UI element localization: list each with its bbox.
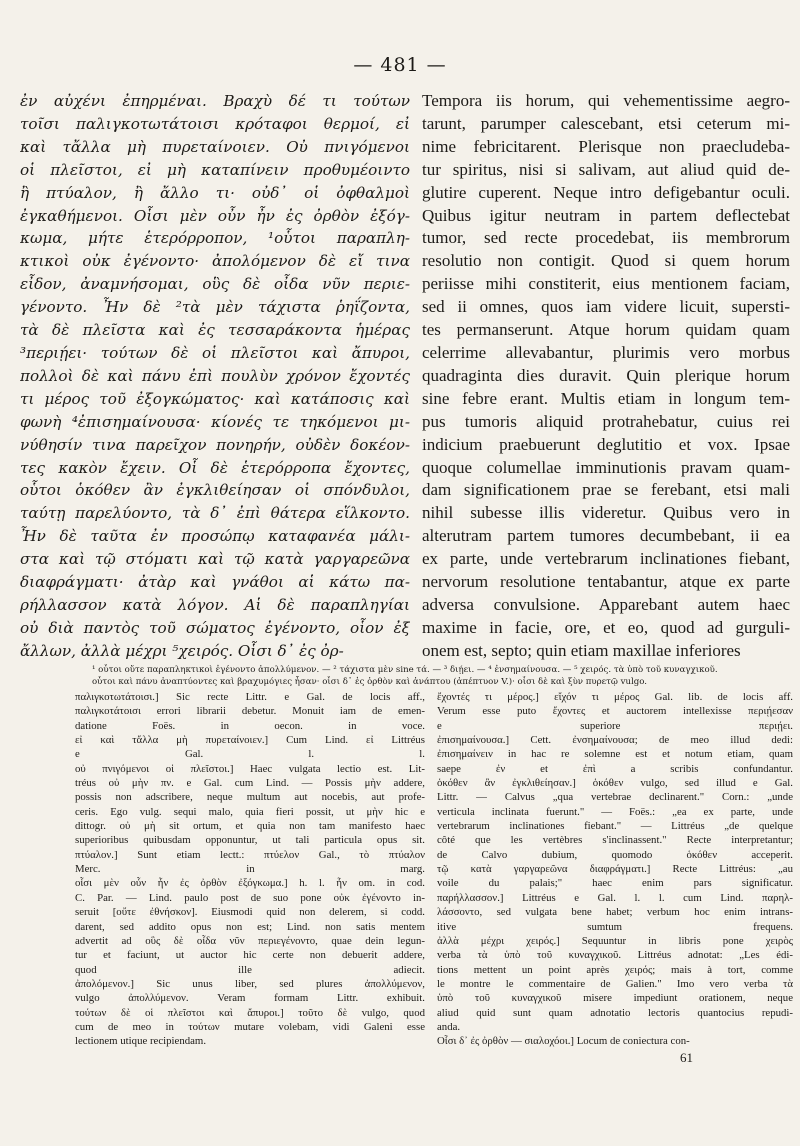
greek-text-line: οὗτοι ὁκόθεν ἂν ἐγκλιθείησαν οἱ σπόνδυλοι, (20, 481, 410, 500)
note-line: superioribus quibusdam opponuntur, ut tali particula opus sit. (75, 834, 425, 847)
greek-text-line: οἱ πλεῖστοι, εἰ μὴ καταπίνειν προθυμέοιντο (20, 160, 410, 179)
greek-text-line: τες κακὸν ἔχειν. Οἷ δὲ ἑτερόρροπα ἔχοντες, (20, 458, 410, 477)
note-line: ἔχοντές τι μέρος.] εἴχόν τι μέρος Gal. lib. de locis aff. (437, 691, 793, 703)
note-line: datione Foës. in oecon. in voce. (75, 719, 425, 732)
note-line: advertit ad οὓς δὲ οἶδα νῦν περιεγένοντο, quae dein legun- (75, 934, 425, 947)
latin-text-line: alterutram partem tumores decumbebant, ii ea (422, 526, 790, 546)
note-line: παρήλλασσον.] Littréus e Gal. l. l. cum Lind. παρηλ- (437, 891, 793, 904)
note-line: aliud quid sunt quam adnotatio lectoris quantocius repudi- (437, 1006, 793, 1019)
greek-text-line: κωμα, μήτε ἑτερόρροπον, ¹οὗτοι παραπλη- (20, 229, 410, 248)
greek-text-line: τι μέρος τοῦ ἐξογκώματος· καὶ κατάποσις καὶ (20, 389, 410, 408)
latin-text-line: tes permanserunt. Atque horum quidam quam (422, 320, 790, 340)
notes-left-column (75, 690, 425, 1049)
note-line: ἀλλὰ μέχρι χειρός.] Sequuntur in libris pone χειρὸς (437, 934, 793, 947)
note-line: ἐπισημαίνειν in hac re solemne est et notum etiam, quam (437, 748, 793, 761)
latin-text-line: celerrime allevabantur, plurimis vero morbus (422, 342, 790, 362)
latin-text-line: tarunt, parumper calescebant, etsi ceterum mi- (422, 113, 790, 133)
note-line: Merc. in marg. (75, 863, 425, 876)
footnote-line: οὗτοι καὶ πάνυ ἀναπτύοντες καὶ βραχυμόγιες ἦσαν· οἷσι δ᾽ ἐς ὀρθὸν καὶ ἀνάπτου (ἀπέπτυον V.)· οἷσι δὲ καὶ ξὺν πυρετῷ vulgo. (92, 677, 648, 687)
note-line: ὑπὸ τοῦ κυναγχικοῦ misere impediunt orationem, neque (437, 992, 793, 1005)
note-line: ceris. Ego vulg. sequi malo, quia fieri possit, ut μὴν hic e (75, 805, 425, 818)
latin-text-line: sine febre erant. Multis etiam in longum tem- (422, 388, 790, 408)
greek-text-line: ἐγκαθήμενοι. Οἷσι μὲν οὖν ἦν ἐς ὀρθὸν ἐξόγ- (20, 206, 410, 225)
greek-text-line: ἢ πτύαλον, ἢ ἄλλο τι· οὐδ᾽ οἱ ὀφθαλμοὶ (20, 183, 410, 202)
note-line: πτύαλον.] Sunt etiam lectt.: πτύελον Gal., τὸ πτύαλον (75, 848, 425, 861)
latin-text-line: maxime in facie, ore, et eo, quod ad gurguli- (422, 617, 790, 637)
latin-text-line: onem est, septo; quin etiam maxillae inferiores (422, 640, 741, 660)
greek-text-line: Ἦν δὲ ταῦτα ἐν προσώπῳ καταφανέα μάλι- (20, 527, 410, 546)
page-number: — 481 — (353, 54, 447, 76)
greek-text-line: ἄλλων, ἀλλὰ μέχρι ⁵χειρός. Οἷσι δ᾽ ἐς ὀρ- (20, 641, 344, 660)
greek-text-line: ἐν αὐχένι ἐπηρμέναι. Βραχὺ δέ τι τούτων (20, 92, 410, 110)
note-line: voile du palais;" haec enim pars significatur. (437, 877, 793, 890)
greek-text-line: διαφράγματι· ἀτὰρ καὶ γνάθοι αἱ κάτω πα- (20, 573, 410, 592)
latin-text-line: periisse mihi constiterit, eius mentionem faciam, (422, 274, 790, 294)
note-line: ἀπολόμενον.] Sic unus liber, sed plures ἀπολλύμενον, (75, 977, 425, 990)
note-line: οὐ πνιγόμενοι οἱ πλεῖστοι.] Haec vulgata lectio est. Lit- (75, 762, 425, 775)
note-line: verba τὰ ὑπὸ τοῦ κυναγχικοῦ. Littréus adnotat: „Les édi- (437, 949, 793, 962)
note-line: possis non adscribere, neque multum aut nocebis, aut profe- (75, 791, 425, 804)
note-line: darent, sed addito opus non est; Lind. non satis mentem (75, 920, 425, 933)
latin-text-line: adversa convulsione. Apparebant autem haec (422, 594, 790, 614)
note-line: tur et faciunt, ut auctor hic certe non debuerit addere, (75, 949, 425, 962)
note-line: vertebrarum inclinationes fiebant." — Littréus „de quelque (437, 820, 793, 833)
greek-text-line: ταύτῃ παρελύοντο, τὰ δ᾽ ἐπὶ θάτερα εἵλκοντο. (20, 504, 410, 523)
latin-text-line: tur spiritus, nisi si salivam, aut aliud quid de- (422, 159, 790, 179)
greek-text-line: οὐ διὰ παντὸς τοῦ σώματος ἐγένοντο, οἷον ἐξ (20, 618, 410, 637)
note-line: verticula inclinata fuerunt." — Foës.: „ea ex parte, unde (437, 805, 793, 818)
note-line: τούτων δὲ οἱ πλεῖστοι καὶ ἄπυροι.] τοῦτο δὲ vulgo, quod (75, 1006, 425, 1019)
greek-text-line: στα καὶ τῷ στόματι καὶ τῷ κατὰ γαργαρεῶνα (20, 550, 410, 569)
note-line: ἐπισημαίνουσα.] Cett. ἐνσημαίνουσα; de meo illud dedi: (437, 734, 793, 747)
latin-text-line: ex parte, unde vertebrarum inclinationes fiebant, (422, 549, 790, 569)
note-line: παλιγκοτωτάτοισι.] Sic recte Littr. e Gal. de locis aff., (75, 691, 425, 703)
note-line: dittogr. οὐ μὴ sit ortum, et quia non tam manifesto haec (75, 820, 425, 833)
greek-text-line: πολλοὶ δὲ καὶ πάνυ ἐπὶ πουλὺν χρόνον ἔχοντές (20, 366, 410, 385)
note-line: saepe ἐν et ἐπὶ a scribis confundantur. (437, 762, 793, 775)
latin-text-line: Tempora iis horum, qui vehementissime aegro- (422, 91, 790, 110)
note-line: côté que les vertèbres s'inclinassent." Recte interpretantur; (437, 834, 793, 847)
note-line: τῷ κατὰ γαργαρεῶνα διαφράγματι.] Recte Littréus: „au (437, 863, 793, 876)
latin-text-line: sed ii omnes, quos iam videre licuit, supersti- (422, 297, 790, 317)
latin-text-line: quadraginta dies duravit. Quin plerique horum (422, 365, 790, 385)
note-line: παλιγκοτάτοισι errori librarii debetur. Monuit iam de emen- (75, 705, 425, 718)
latin-text-line: pus tumoris aliquid protrahebatur, cuius rei (422, 411, 790, 431)
latin-text-line: dam significationem prae se ferebant, etsi mali (422, 480, 790, 500)
latin-text-column (422, 90, 790, 663)
note-line: le montre le commentaire de Galien." Imo vero verba τὰ (437, 977, 793, 990)
note-line: lectionem utique recipiendam. (75, 1035, 207, 1048)
footnotes (92, 664, 792, 688)
greek-text-line: φωνὴ ⁴ἐπισημαίνουσα· κίονές τε τηκόμενοι μι- (20, 412, 410, 431)
latin-text-line: indicium praebuerunt deglutitio et vox. Ipsae (422, 434, 790, 454)
latin-text-line: quoque columellae imminutionis pravam quam- (422, 457, 790, 477)
note-line: C. Par. — Lind. paulo post de suo pone οὐκ ἐγένοντο in- (75, 891, 425, 904)
note-line: vulgo ἀπολλύμενον. Veram formam Littr. exhibuit. (75, 992, 425, 1005)
note-line: Οἷσι δ᾽ ἐς ὀρθὸν — σιαλοχόοι.] Locum de coniectura con- (437, 1035, 690, 1048)
main-text-columns (20, 90, 790, 660)
greek-text-line: νύθησίν τινα παρεῖχον πονηρήν, οὐδὲν δοκέον- (20, 435, 410, 454)
note-line: seruit [οὔτε ἐθνήσκον]. Eiusmodi quid non delerem, si codd. (75, 906, 425, 919)
note-line: tions mettent un point après χειρός; mais à tort, comme (437, 963, 793, 976)
note-line: tréus οὐ μὴν πν. e Gal. cum Lind. — Possis μὴν addere, (75, 777, 425, 790)
latin-text-line: Quibus igitur neutram in partem deflectebat (422, 205, 790, 225)
latin-text-line: tumor, sed recte procedebat, iis membrorum (422, 228, 790, 248)
greek-text-line: τὰ δὲ πλεῖστα καὶ ἐς τεσσαράκοντα ἡμέρας (20, 321, 410, 340)
note-line: Littr. — Calvus „qua vertebrae declinarent." Corn.: „unde (437, 791, 793, 804)
critical-notes (75, 690, 793, 1110)
greek-text-line: εἶδον, ἀναμνήσομαι, οὓς δὲ οἶδα νῦν περιε- (20, 275, 410, 294)
note-line: anda. (437, 1020, 461, 1033)
latin-text-line: nime febricitarent. Plerisque non praecludeba- (422, 136, 790, 156)
greek-text-line: τοῖσι παλιγκοτωτάτοισι κρόταφοι θερμοί, εἰ (20, 114, 410, 133)
note-line: de Calvo dubium, quomodo ὁκόθεν acceperit. (437, 848, 793, 861)
note-line: cum de meo in τούτων mutare volebam, vidi Galeni esse (75, 1020, 425, 1033)
latin-text-line: glutire cuperent. Neque intro defigebantur oculi. (422, 182, 790, 202)
note-line: ὁκόθεν ἂν ἐγκλιθείησαν.] ὁκόθεν vulgo, sed illud e Gal. (437, 777, 793, 790)
note-line: itive sumtum frequens. (437, 920, 793, 933)
latin-text-line: nihil subesse illis videretur. Quibus vero in (422, 503, 790, 523)
greek-text-line: καὶ τἄλλα μὴ πυρεταίνοιεν. Οὐ πνιγόμενοι (20, 137, 410, 156)
note-line: εἰ καὶ τἄλλα μὴ πυρεταίνοιεν.] Cum Lind. εἰ Littréus (75, 734, 425, 747)
latin-text-line: resolutio non contigit. Quod si quem horum (422, 251, 790, 271)
greek-text-line: ³περιῄει· τούτων δὲ οἱ πλεῖστοι καὶ ἄπυροι, (20, 343, 410, 362)
notes-right-column (437, 690, 793, 1049)
note-line: λάσσοντο, sed vulgata bene habet; verbum hoc enim intrans- (437, 906, 793, 919)
note-line: quod ille adiecit. (75, 963, 425, 976)
footnote-line: ¹ οὗτοι οὔτε παραπληκτικοὶ ἐγένοντο ἀπολλύμενον. — ² τάχιστα μὲν sine τά. — ³ διῄει. — ⁴ ἐνσημαίνουσα. — ⁵ χειρός. τὰ ὑπὸ τοῦ κυναγχικοῦ. (92, 665, 718, 675)
note-line: Verum esse puto ἔχοντες et auctorem intellexisse περιῄεσαν (437, 705, 793, 718)
greek-text-line: κτικοὶ οὐκ ἐγένοντο· ἀπολόμενον δὲ εἴ τινα (20, 252, 410, 271)
greek-text-line: γένοντο. Ἦν δὲ ²τὰ μὲν τάχιστα ῥηΐζοντα, (20, 298, 410, 317)
greek-text-column (20, 90, 410, 663)
greek-text-line: ρήλλασσον κατὰ λόγον. Αἱ δὲ παραπληγίαι (20, 595, 410, 614)
latin-text-line: nervorum resolutione tentabantur, atque ex parte (422, 572, 790, 592)
note-line: e superiore περιῄει. (437, 719, 793, 732)
signature-mark: 61 (680, 1050, 693, 1065)
note-line: e Gal. l. l. (75, 748, 425, 761)
note-line: οἷσι μὲν οὖν ἦν ἐς ὀρθὸν ἐξόγκωμα.] h. l. ἦν om. in cod. (75, 877, 425, 890)
